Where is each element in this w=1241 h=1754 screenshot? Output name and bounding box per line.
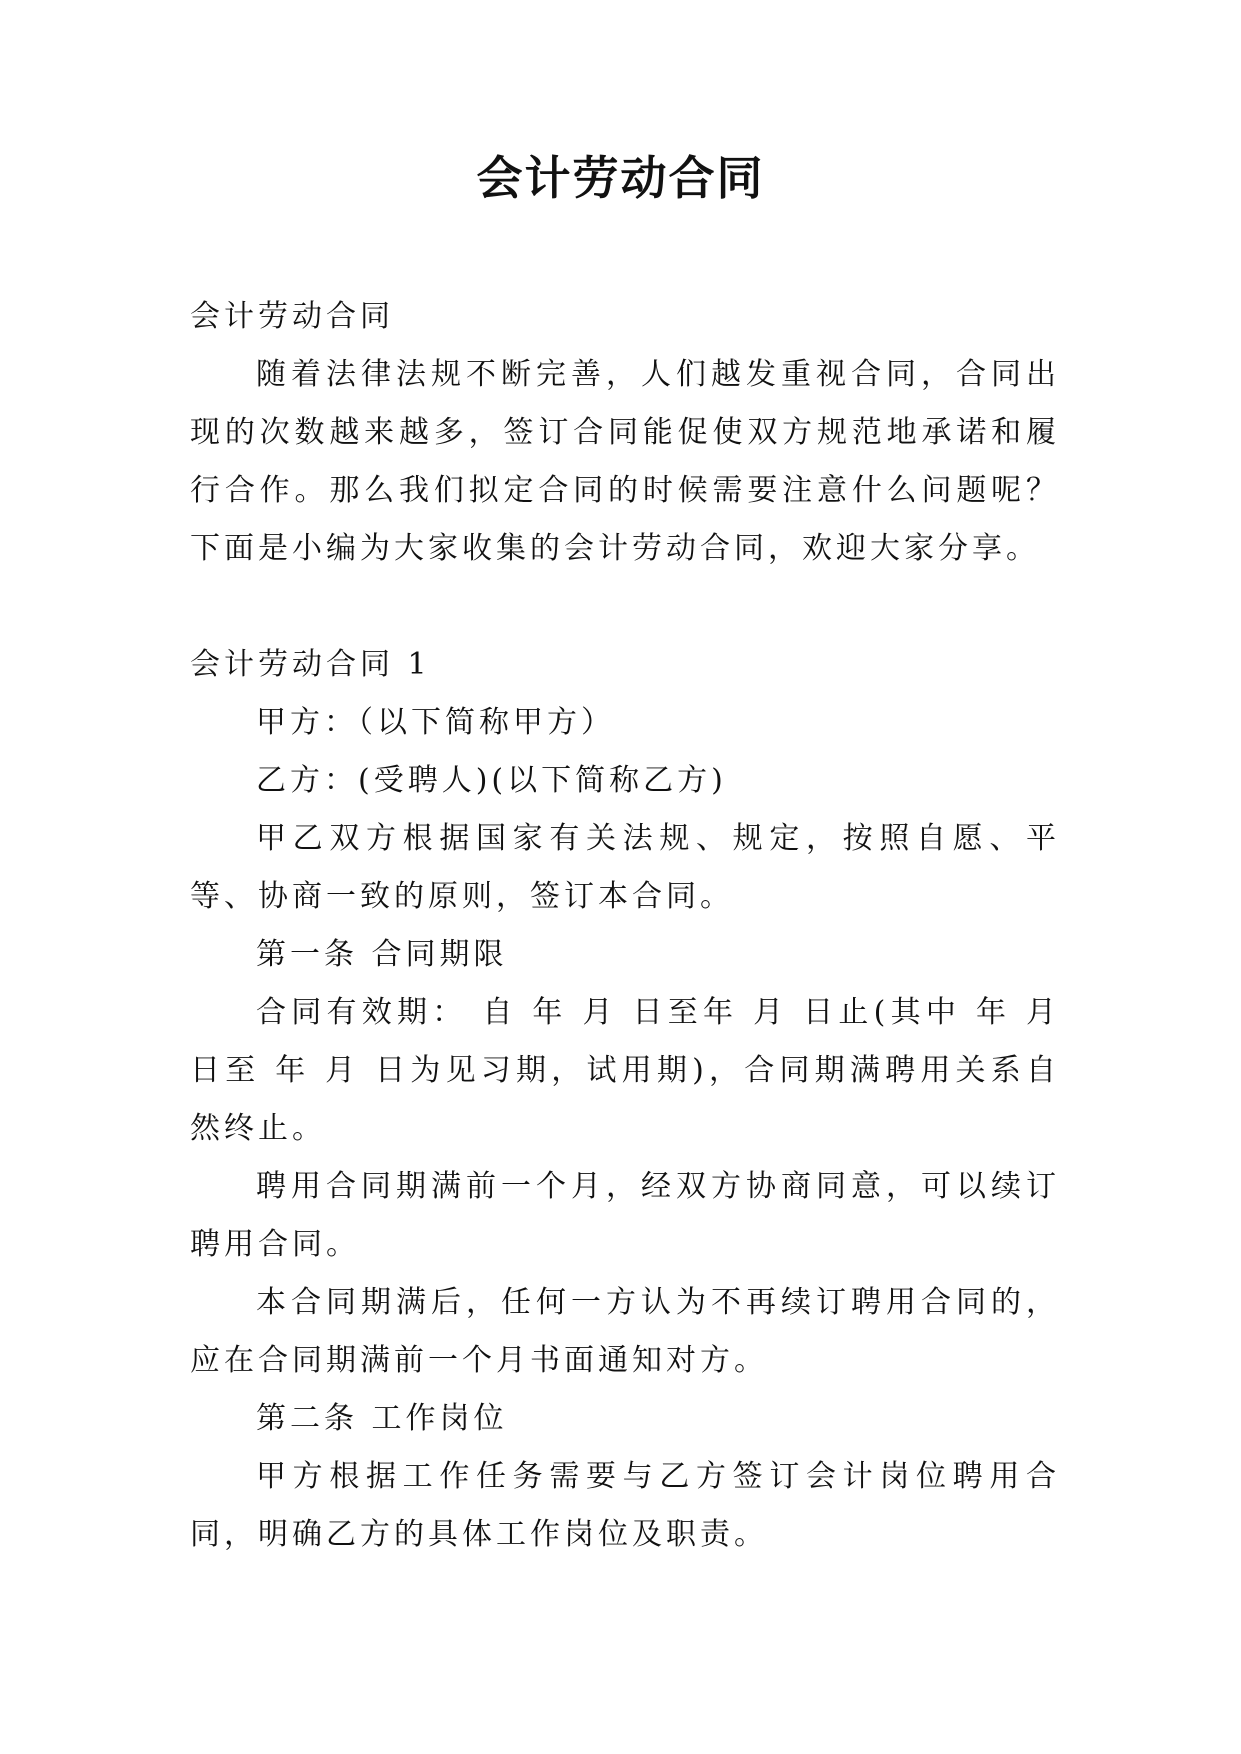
document-title: 会计劳动合同 (476, 151, 765, 205)
article-1-renewal: 聘用合同期满前一个月，经双方协商同意，可以续订聘用合同。 (190, 1169, 1060, 1262)
article-1-heading: 第一条 合同期限 (256, 937, 508, 972)
party-b-line: 乙方：(受聘人)(以下简称乙方) (256, 763, 727, 798)
section-heading: 会计劳动合同 (190, 299, 394, 334)
paragraph-spacer (190, 578, 1060, 636)
article-1-notice: 本合同期满后，任何一方认为不再续订聘用合同的，应在合同期满前一个月书面通知对方。 (190, 1285, 1060, 1378)
article-1-term: 合同有效期： 自 年 月 日至年 月 日止(其中 年 月 日至 年 月 日为见习期，试用期)，合同期满聘用关系自然终止。 (190, 995, 1060, 1146)
intro-paragraph: 随着法律法规不断完善，人们越发重视合同，合同出现的次数越来越多，签订合同能促使双方规范地承诺和履行合作。那么我们拟定合同的时候需要注意什么问题呢？下面是小编为大家收集的会计劳动合同，欢迎大家分享。 (190, 357, 1060, 566)
contract-heading: 会计劳动合同 1 (190, 647, 431, 682)
article-2-heading: 第二条 工作岗位 (256, 1401, 508, 1436)
document-body (190, 288, 1060, 1564)
article-2-position: 甲方根据工作任务需要与乙方签订会计岗位聘用合同，明确乙方的具体工作岗位及职责。 (190, 1459, 1060, 1552)
party-a-line: 甲方：（以下简称甲方） (256, 705, 615, 740)
preamble-paragraph: 甲乙双方根据国家有关法规、规定，按照自愿、平等、协商一致的原则，签订本合同。 (190, 821, 1060, 914)
